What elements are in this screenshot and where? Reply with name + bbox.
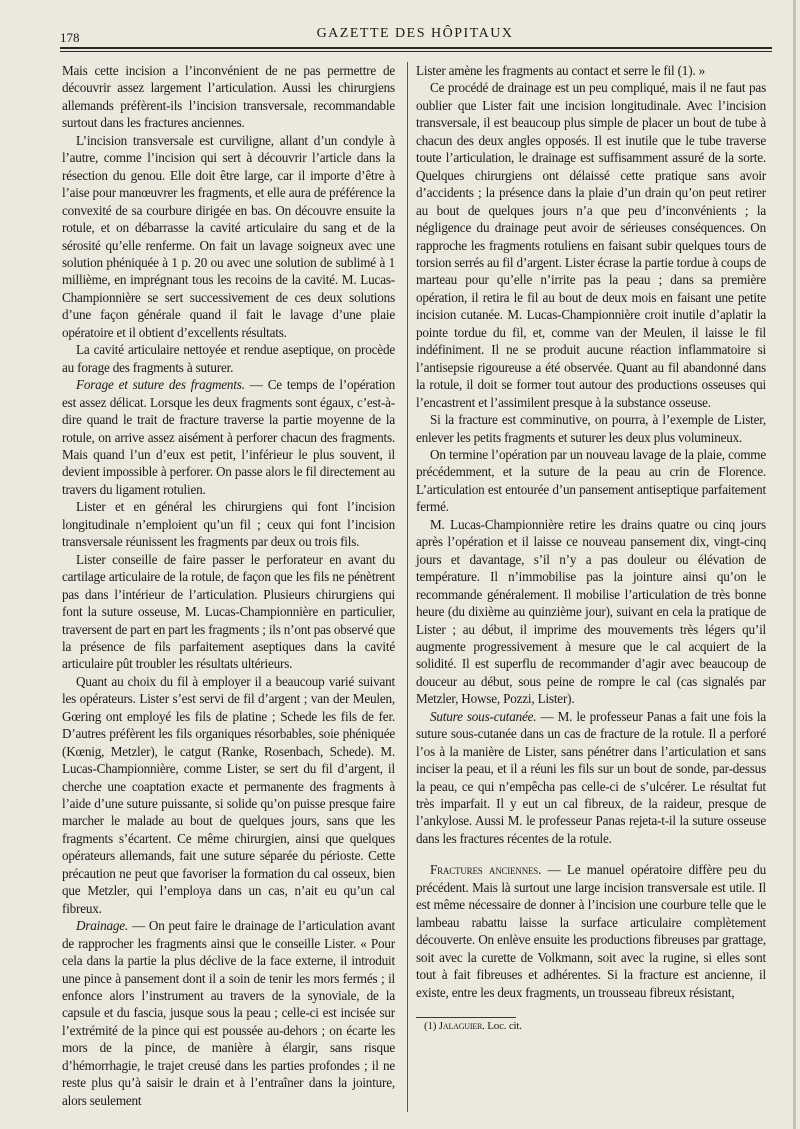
paragraph-text: — Ce temps de l’opération est assez délicat. Lorsque les deux fragments sont égaux, c’est-à-dire quand le trait de fracture traverse la partie moyenne de la rotule, on arrive assez aisément à perforer chacun des fragments. Mais quand l’un d’eux est petit, l’inférieur le plus souvent, il devient impossible à perforer. On passe alors le fil directement au travers du ligament rotulien. xyxy=(62,377,395,497)
footnote-author: Jalaguier. xyxy=(438,1020,485,1033)
footnote-marker: (1) xyxy=(424,1020,439,1033)
paragraph xyxy=(416,861,766,1001)
journal-title: GAZETTE DES HÔPITAUX xyxy=(316,26,514,41)
paragraph xyxy=(416,708,766,848)
footnote xyxy=(416,1018,766,1035)
paragraph-text: — Le manuel opératoire diffère peu du précédent. Mais là surtout une large incision transversale est utile. Il est même nécessaire de donner à l’incision une courbure telle que le lambeau rabattu laisse la surface articulaire complètement découverte. On enlève ensuite les productions fibreuses par grattage, soit avec la curette de Volkmann, soit avec la rugine, si elles sont tout à fait fibreuses et adhérentes. Si la fracture est ancienne, il existe, entre les deux fragments, un trousseau fibreux résistant, xyxy=(416,862,766,1000)
page-header xyxy=(60,22,770,44)
paragraph: On termine l’opération par un nouveau lavage de la plaie, comme précédemment, et la suture de la peau au crin de Florence. L’articulation est entourée d’un pansement antiseptique parfaitement fermé. xyxy=(416,446,766,515)
paragraph: Lister conseille de faire passer le perforateur en avant du cartilage articulaire de la rotule, de façon que les fils ne pénètrent pas dans l’intérieur de l’articulation. Plusieurs chirurgiens qui font la suture osseuse, M. Lucas-Championnière en particulier, traversent de part en part les fragments ; ils n’ont pas observé que la présence de fils parfaitement aseptiques dans la cavité articulaire pût troubler les résultats ultérieurs. xyxy=(62,551,395,672)
right-column xyxy=(416,62,766,1035)
paragraph: La cavité articulaire nettoyée et rendue aseptique, on procède au forage des fragments à suturer. xyxy=(62,342,395,375)
paragraph xyxy=(62,376,395,498)
footnote-text: Loc. cit. xyxy=(484,1020,522,1033)
paragraph-text: — M. le professeur Panas a fait une fois la suture sous-cutanée dans un cas de fracture de la rotule. Il a perforé l’os à la manière de Lister, sans pénétrer dans l’articulation et sans inciser la peau, et il a réuni les fils sur un bout de sonde, par-dessus la peau, ce qui n’empêcha pas celle-ci de s’ulcérer. Le résultat fut très imparfait. Il y eut un cal fibreux, de la raideur, presque de l’ankylose. Aussi M. le professeur Panas rejeta-t-il la suture osseuse dans les fractures récentes de la rotule. xyxy=(416,708,766,846)
paragraph: L’incision transversale est curviligne, allant d’un condyle à l’autre, comme l’incision qui sert à découvrir l’article dans la résection du genou. Elle doit être large, car il importe d’être à l’aise pour manœuvrer les fragments, et elle aura de préférence la convexité de sa courbure dirigée en bas. On découvre ensuite la rotule, et on débarrasse la cavité articulaire du sang et de la sérosité qu’elle renferme. On fait un lavage soigneux avec une solution phéniquée à 1 p. 20 ou avec une solution de sublimé à 1 millième, en imprégnant tous les recoins de la cavité. M. Lucas-Championnière se sert successivement de ces deux solutions d’une façon générale quand il fait le lavage d’une plaie opératoire et il obtient d’excellents résultats. xyxy=(62,132,395,340)
paragraph: Si la fracture est comminutive, on pourra, à l’exemple de Lister, enlever les petits fragments et suturer les deux plus volumineux. xyxy=(416,412,766,445)
paragraph: Ce procédé de drainage est un peu compliqué, mais il ne faut pas oublier que Lister fait une incision longitudinale. Avec l’incision transversale, il est beaucoup plus simple de placer un bout de tube à chacun des deux angles opposés. Il est inutile que le tube traverse toute l’articulation, le drainage est suffisamment assuré de la sorte. Quelques chirurgiens ont délaissé cette pratique sans avoir d’accidents ; la présence dans la plaie d’un drain qu’on peut retirer au bout de quelques jours n’a que peu d’inconvénients ; la négligence du drainage peut avoir de sérieuses conséquences. On rapproche les fragments rotuliens en faisant subir quelques tours de torsion serrés au fil d’argent. Lister écrase la partie tordue à coups de marteau pour qu’elle n’irrite pas la peau ; dans sa première opération, il retira le fil au bout de deux mois en faisant une petite incision cutanée. M. Lucas-Championnière croit inutile d’aplatir la pointe tordue du fil, et, comme van der Meulen, il laisse le fil indéfiniment. Il ne se produit aucune réaction inflammatoire si l’antisepsie rigoureuse a été observée. Quant au fil abandonné dans la rotule, il doit se former tout autour des productions osseuses qui l’encastrent et l’assimilent presque à la substance osseuse. xyxy=(416,80,766,410)
page-number: 178 xyxy=(60,30,80,45)
section-heading: Forage et suture des fragments. xyxy=(76,377,245,393)
section-heading: Suture sous-cutanée. xyxy=(430,708,537,724)
page-edge xyxy=(793,0,796,1129)
paragraph-text: — On peut faire le drainage de l’articulation avant de rapprocher les fragments ainsi que le conseille Lister. « Pour cela dans la partie la plus déclive de la face externe, il introduit une pince à pansement dont il a soin de tenir les mors fermés ; il enfonce alors l’instrument au travers de la synoviale, de la capsule et du fascia, jusque sous la peau ; celle-ci est incisée sur l’extrémité de la pince qui est poussée au-dehors ; on écarte les mors de la pince, de manière à élargir, sans risque d’hémorrhagie, le trajet creusé dans les parties profondes ; il ne reste plus qu’à saisir le drain et à l’entraîner dans la jointure, alors seulement xyxy=(62,918,395,1108)
section-heading: Drainage. xyxy=(76,918,129,934)
paragraph: Mais cette incision a l’inconvénient de ne pas permettre de découvrir assez largement l’articulation. Aussi les chirurgiens allemands préfèrent-ils l’incision transversale, recommandable surtout dans les fractures anciennes. xyxy=(62,63,395,131)
paragraph xyxy=(62,917,395,1109)
header-rule-thin xyxy=(60,51,772,52)
paragraph: Lister amène les fragments au contact et serre le fil (1). » xyxy=(416,63,705,78)
section-heading: Fractures anciennes. xyxy=(430,862,542,878)
paragraph: M. Lucas-Championnière retire les drains quatre ou cinq jours après l’opération et il laisse ce nouveau pansement dix, vingt-cinq jours et davantage, s’il n’y a pas douleur ou élévation de température. Il n’immobilise pas la jointure ainsi qu’on le recommande généralement. Il mobilise l’articulation de très bonne heure (du dixième au quinzième jour), suivant en cela la pratique de Lister ; au début, il imprime des mouvements très légers qu’il augmente progressivement à mesure que le cal acquiert de la solidité. Il est superflu de recommander d’agir avec beaucoup de douceur au début, sous peine de rompre le cal (cas signalés par Metzler, Howse, Pozzi, Lister). xyxy=(416,516,766,707)
left-column xyxy=(62,62,395,1109)
paragraph: Quant au choix du fil à employer il a beaucoup varié suivant les opérateurs. Lister s’est servi de fil d’argent ; van der Meulen, Gœring ont employé les fils de platine ; Schede les fils de fer. D’autres préfèrent les fils organiques résorbables, soie phéniquée (Kœnig, Metzler), le catgut (Ranke, Rosenbach, Schede). M. Lucas-Championnière, comme Lister, se sert du fil d’argent, il cherche une coaptation exacte et permanente des fragments à l’aide d’une suture puissante, si solide qu’on puisse presque faire marcher le malade au bout de quelques jours, sans que les fragments s’écartent. Ce même chirurgien, ainsi que quelques opérateurs allemands, fait une suture séparée du périoste. Cette précaution ne peut que favoriser la formation du cal osseux, bien que Metzler, qui l’employa dans un cas, n’ait eu qu’un cal fibreux. xyxy=(62,673,395,916)
column-divider xyxy=(407,62,408,1112)
paragraph: Lister et en général les chirurgiens qui font l’incision longitudinale n’emploient qu’un fil ; ceux qui font l’incision transversale réunissent les fragments par deux ou trois fils. xyxy=(62,499,395,550)
header-rule-thick xyxy=(60,47,772,49)
